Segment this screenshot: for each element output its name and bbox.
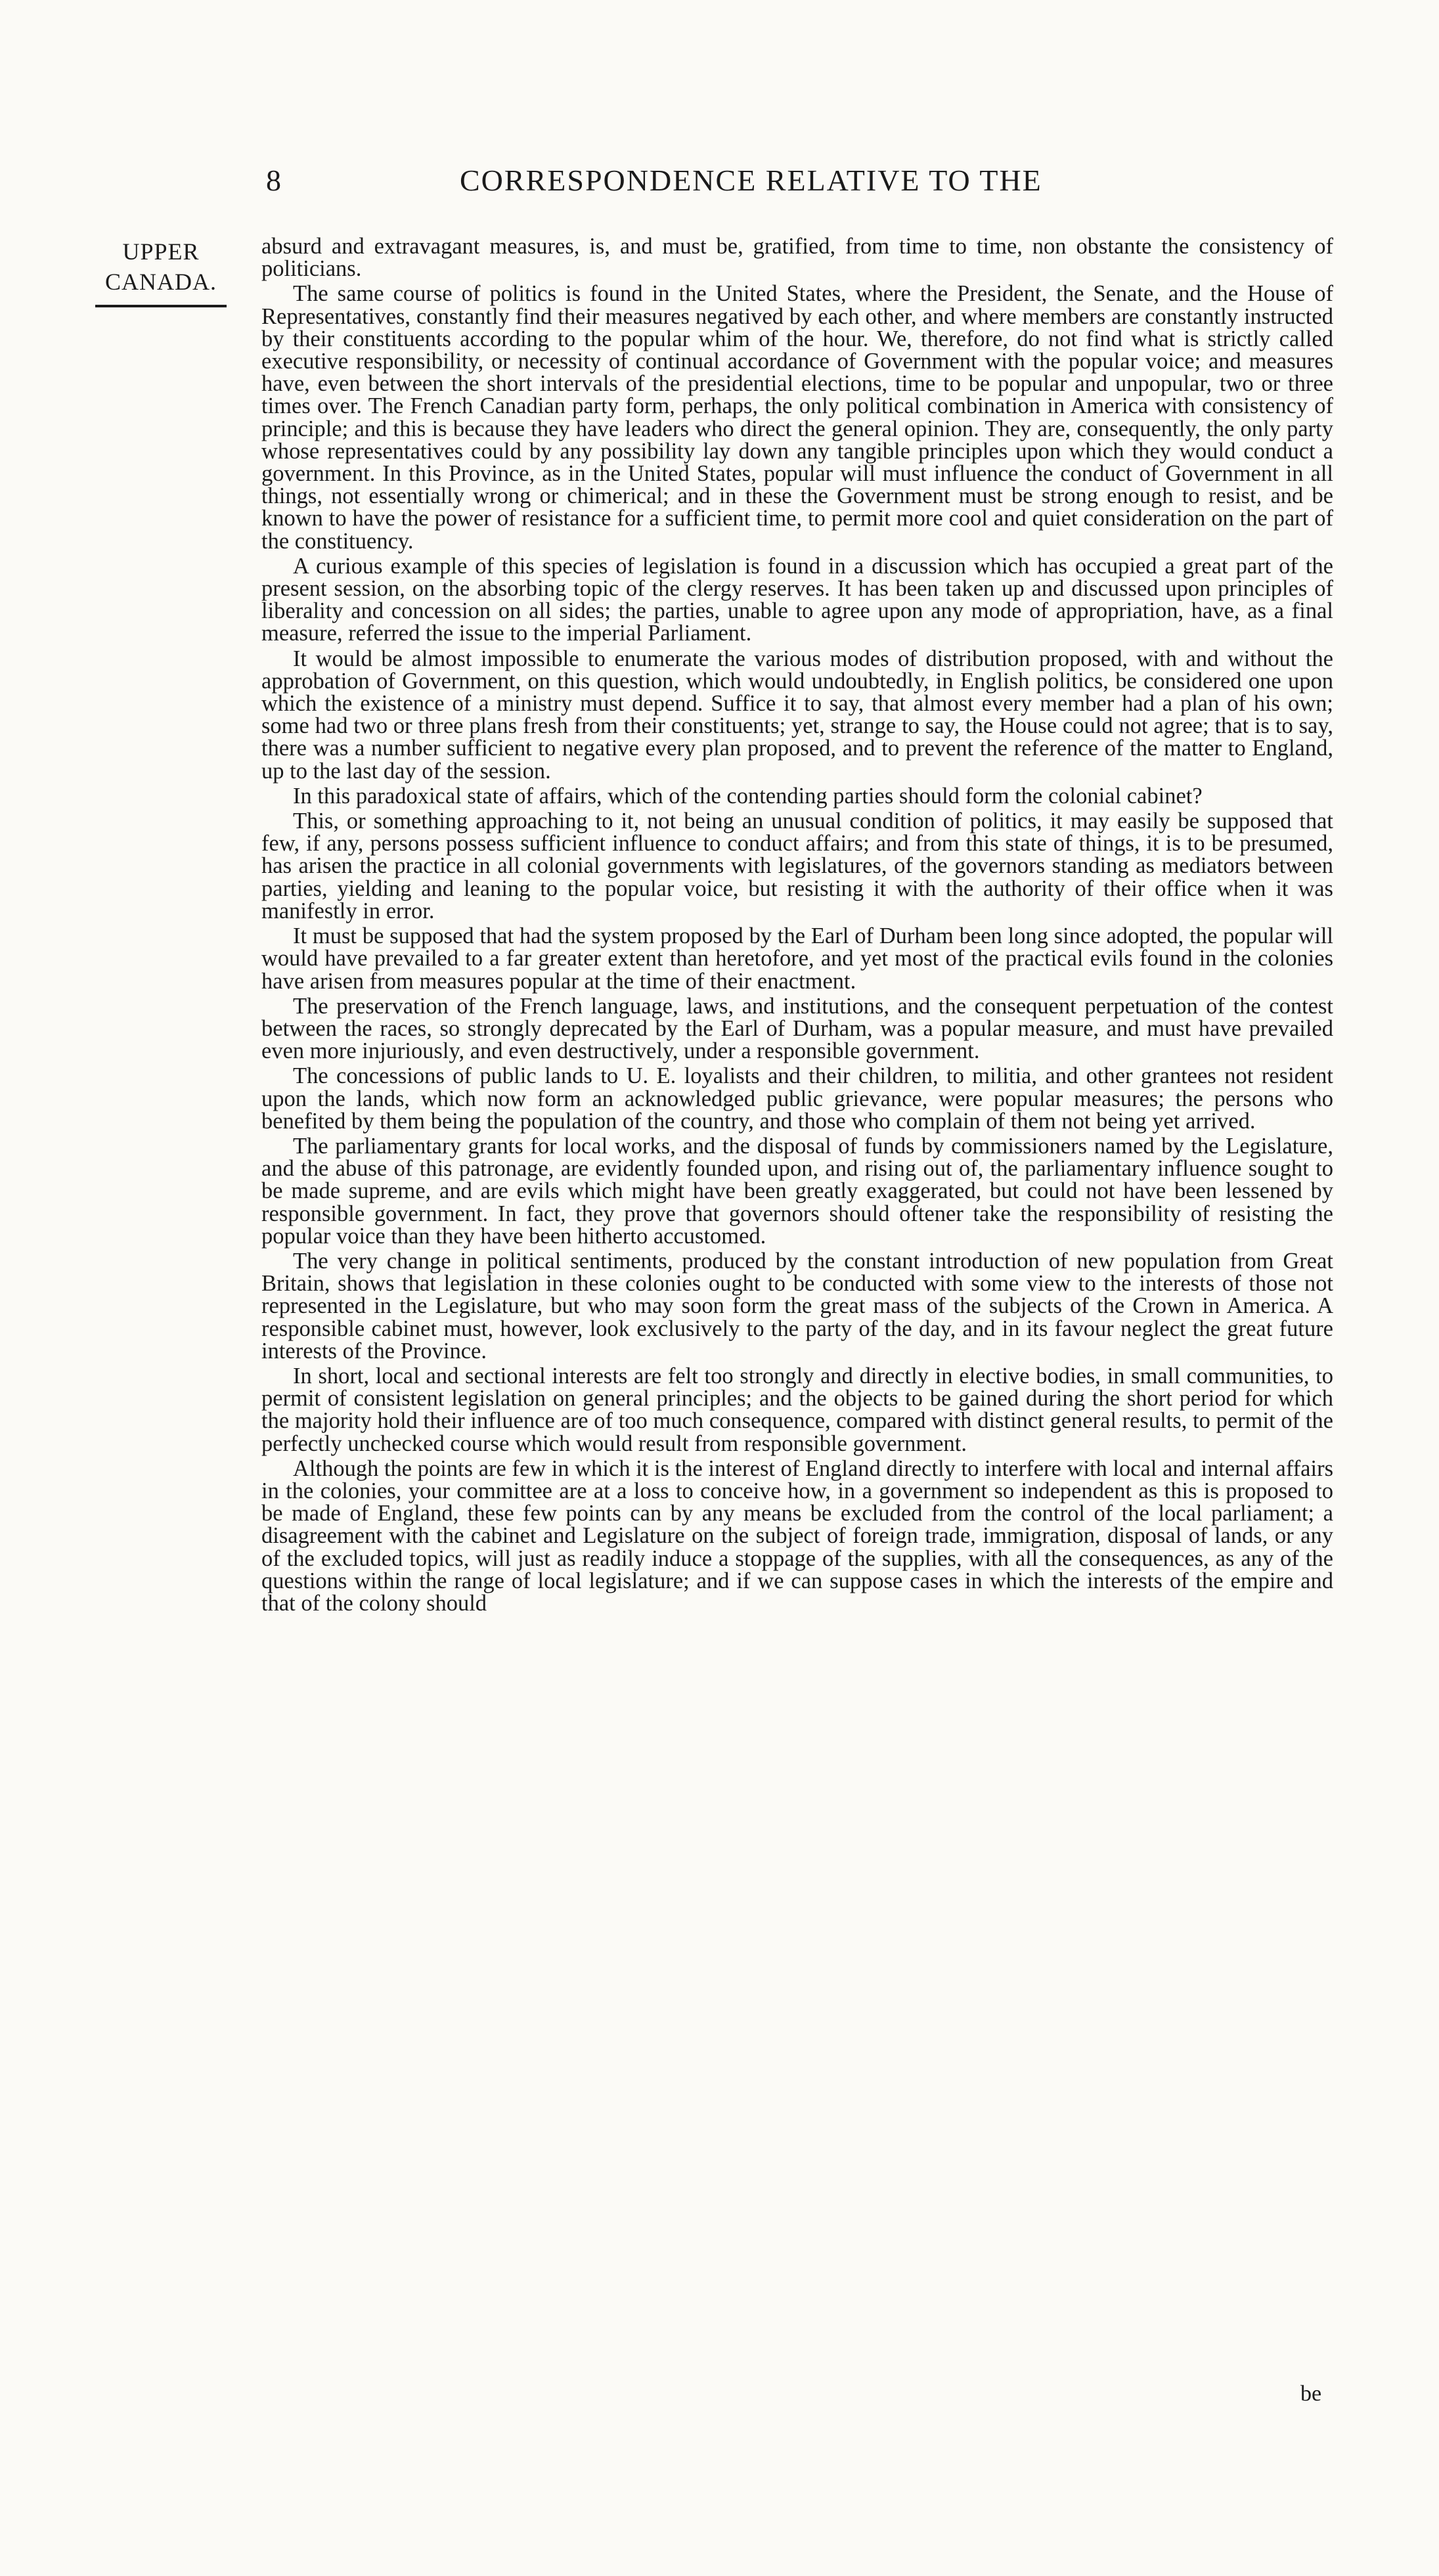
paragraph: The parliamentary grants for local works, and the disposal of funds by commissioners named by the Legislature, and the abuse of this patronage, are evidently founded upon, and rising out of, the parliamentary influence sought to be made supreme, and are evils which might have been greatly exaggerated, but could not have been lessened by responsible government. In fact, they prove that governors should oftener take the responsibility of resisting the popular voice than they have been hitherto accustomed. [261, 1133, 1333, 1249]
paragraph: It must be supposed that had the system proposed by the Earl of Durham been long since adopted, the popular will would have prevailed to a far greater extent than heretofore, and yet most of the practical evils found in the colonies have arisen from measures popular at the time of their enactment. [261, 923, 1333, 994]
body-text [261, 235, 1333, 1617]
side-note [92, 236, 230, 307]
running-head-title: CORRESPONDENCE RELATIVE TO THE [460, 164, 1042, 197]
paragraph: In short, local and sectional interests are felt too strongly and directly in elective bodies, in small communities, to permit of consistent legislation on general principles; and the objects to be gained during the short period for which the majority hold their influence are of too much consequence, compared with distinct general results, to permit of the perfectly unchecked course which would result from responsible government. [261, 1363, 1333, 1456]
catchword: be [1300, 2382, 1322, 2406]
paragraph: A curious example of this species of legislation is found in a discussion which has occupied a great part of the present session, on the absorbing topic of the clergy reserves. It has been taken up and discussed upon principles of liberality and concession on all sides; the parties, unable to agree upon any mode of appropriation, have, as a final measure, referred the issue to the imperial Parliament. [261, 553, 1333, 646]
paragraph: The same course of politics is found in the United States, where the President, the Senate, and the House of Representatives, constantly find their measures negatived by each other, and where members are constantly instructed by their constituents according to the popular whim of the hour. We, therefore, do not find what is strictly called executive responsibility, or necessity of continual accordance of Government with the popular voice; and measures have, even between the short intervals of the presidential elections, time to be popular and unpopular, two or three times over. The French Canadian party form, perhaps, the only political combination in America with consistency of principle; and this is because they have leaders who direct the general opinion. They are, consequently, the only party whose representatives could by any possibility lay down any tangible principles upon which they would conduct a government. In this Province, as in the United States, popular will must influence the conduct of Government in all things, not essentially wrong or chimerical; and in these the Government must be strong enough to resist, and be known to have the power of resistance for a sufficient time, to permit more cool and quiet consideration on the part of the constituency. [261, 281, 1333, 554]
paragraph: The concessions of public lands to U. E. loyalists and their children, to militia, and other grantees not resident upon the lands, which now form an acknowledged public grievance, were popular measures; the persons who benefited by them being the population of the country, and those who complain of them not being yet arrived. [261, 1063, 1333, 1134]
side-note-rule [95, 305, 227, 307]
paragraph: Although the points are few in which it is the interest of England directly to interfere with local and internal affairs in the colonies, your committee are at a loss to conceive how, in a government so independent as this is proposed to be made of England, these few points can by any means be excluded from the control of the local parliament; a disagreement with the cabinet and Legislature on the subject of foreign trade, immigration, disposal of lands, or any of the excluded topics, will just as readily induce a stoppage of the supplies, with all the consequences, as any of the questions within the range of local legislature; and if we can suppose cases in which the interests of the empire and that of the colony should [261, 1455, 1333, 1616]
paragraph: It would be almost impossible to enumerate the various modes of distribution proposed, with and without the approbation of Government, on this question, which would undoubtedly, in English politics, be considered one upon which the existence of a ministry must depend. Suffice it to say, that almost every member had a plan of his own; some had two or three plans fresh from their constituents; yet, strange to say, the House could not agree; that is to say, there was a number sufficient to negative every plan proposed, and to prevent the reference of the matter to England, up to the last day of the session. [261, 646, 1333, 784]
paragraph: absurd and extravagant measures, is, and must be, gratified, from time to time, non obstante the consistency of politicians. [261, 234, 1333, 282]
page-number: 8 [266, 164, 281, 197]
paragraph: In this paradoxical state of affairs, which of the contending parties should form the colonial cabinet? [293, 783, 1203, 809]
paragraph: This, or something approaching to it, not being an unusual condition of politics, it may easily be supposed that few, if any, persons possess sufficient influence to conduct affairs; and from this state of things, it is to be presumed, has arisen the practice in all colonial governments with legislatures, of the governors standing as mediators between parties, yielding and leaning to the popular voice, but resisting it with the authority of their office when it was manifestly in error. [261, 809, 1333, 923]
side-note-line-canada: CANADA. [104, 269, 217, 295]
paragraph: The preservation of the French language, laws, and institutions, and the consequent perpetuation of the contest between the races, so strongly deprecated by the Earl of Durham, was a popular measure, and must have prevailed even more injuriously, and even destructively, under a responsible government. [261, 993, 1333, 1064]
side-note-line-upper: UPPER [122, 238, 200, 265]
paragraph: The very change in political sentiments, produced by the constant introduction of new population from Great Britain, shows that legislation in these colonies ought to be conducted with some view to the interests of those not represented in the Legislature, but who may soon form the great mass of the subjects of the Crown in America. A responsible cabinet must, however, look exclusively to the party of the day, and in its favour neglect the great future interests of the Province. [261, 1248, 1333, 1364]
